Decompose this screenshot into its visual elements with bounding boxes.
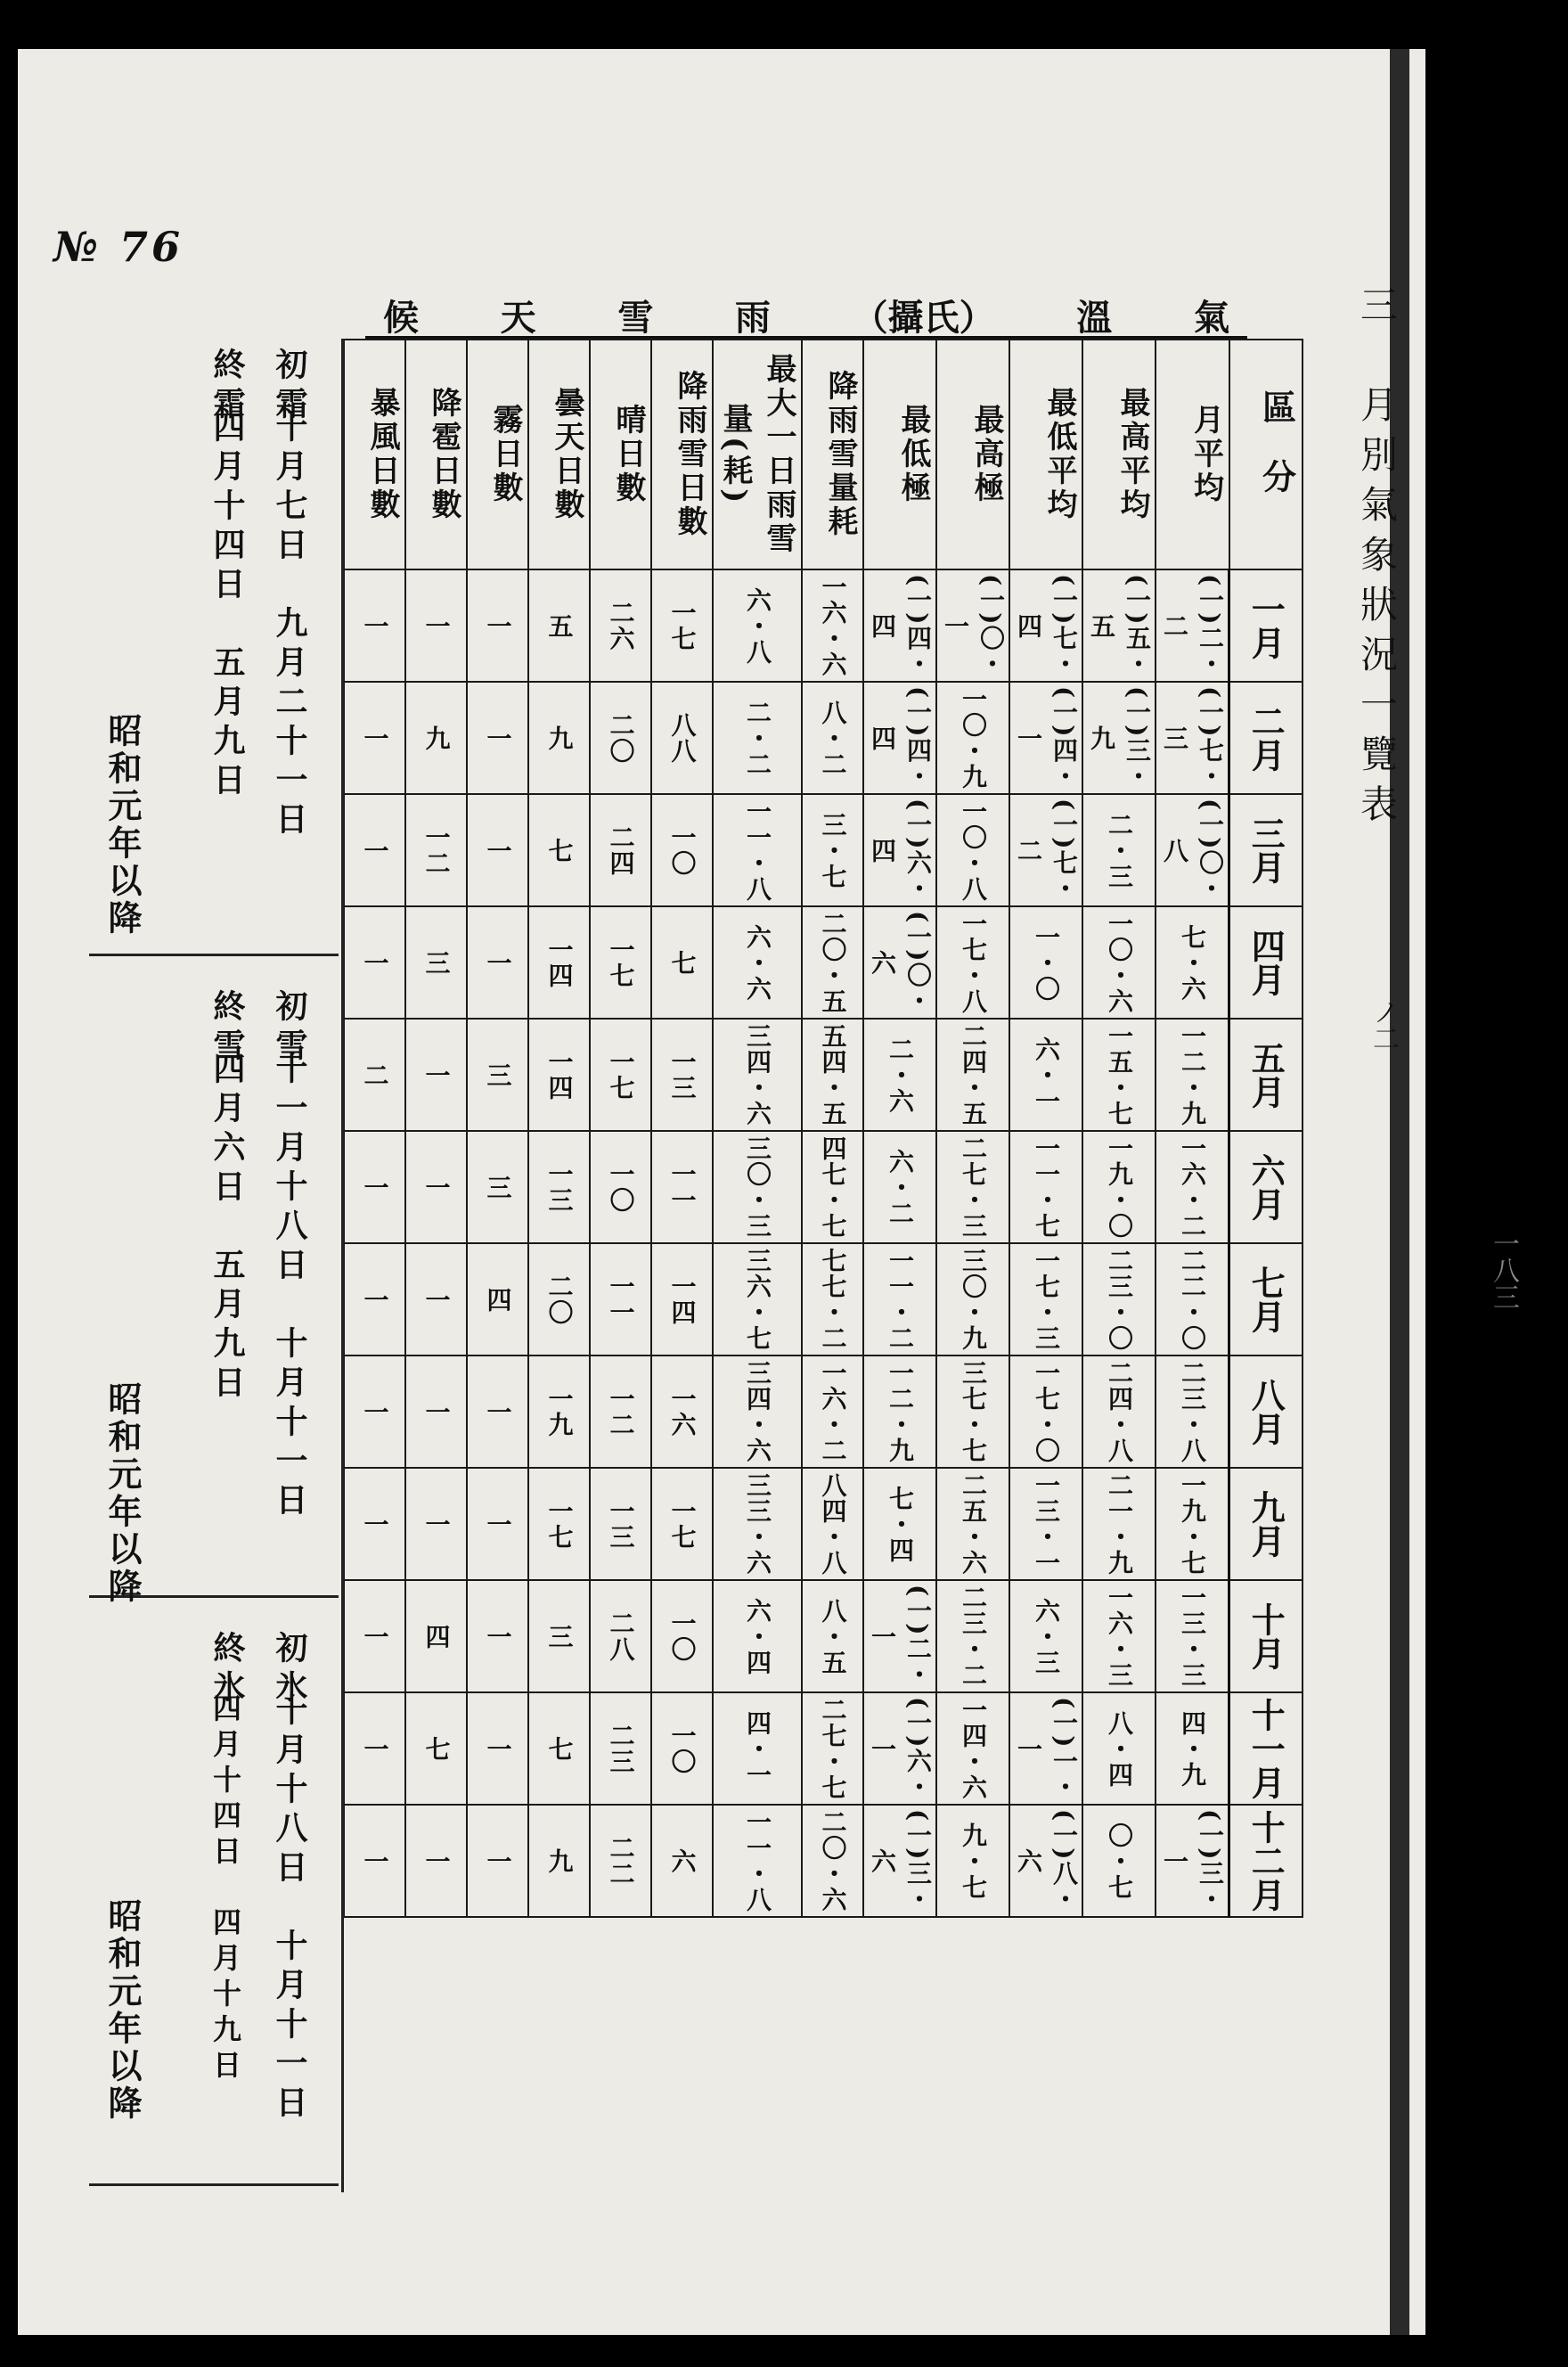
table-cell: (一)五・五 <box>1082 569 1156 682</box>
month-row <box>344 1692 1303 1805</box>
row-label: 暴風日數 <box>344 340 405 569</box>
last-value: 四月六日 五月九日 <box>208 1052 246 1405</box>
table-cell: 一 <box>405 1805 467 1917</box>
month-label: 五月 <box>1229 1019 1303 1131</box>
side-number: 一八三 <box>1488 1230 1519 1310</box>
first-value: 十月七日 九月二十一日 <box>271 410 308 841</box>
month-label: 三月 <box>1229 794 1303 906</box>
row-label: 月平均 <box>1156 340 1229 569</box>
frost-box-snow <box>89 971 339 1606</box>
table-cell: 二五・六 <box>936 1468 1009 1580</box>
table-cell: 一七 <box>590 906 651 1019</box>
row-label: 降雹日數 <box>405 340 467 569</box>
month-label: 七月 <box>1229 1243 1303 1355</box>
table-cell: (一)六・一 <box>863 1692 936 1805</box>
table-cell: 一六・二 <box>1156 1131 1229 1243</box>
table-cell: 六・二 <box>863 1131 936 1243</box>
table-cell: 一 <box>344 1243 405 1355</box>
frost-box-frost <box>89 330 339 956</box>
table-cell: (一)〇・八 <box>1156 794 1229 906</box>
table-cell: 一〇 <box>651 794 713 906</box>
table-cell: 一 <box>405 1243 467 1355</box>
table-cell: (一)二・二 <box>1156 569 1229 682</box>
first-label: 初氷 <box>271 1631 308 1709</box>
table-cell: 六・一 <box>1009 1019 1082 1131</box>
table-cell: 七・六 <box>1156 906 1229 1019</box>
table-cell: 二七・三 <box>936 1131 1009 1243</box>
row-label: 最高極 <box>936 340 1009 569</box>
table-cell: 一 <box>467 794 528 906</box>
table-cell: 八八 <box>651 682 713 794</box>
last-value: 四月十四日 五月九日 <box>208 410 246 802</box>
table-cell: 六・六 <box>713 906 802 1019</box>
table-cell: 一一 <box>590 1243 651 1355</box>
table-cell: 七七・二 <box>802 1243 863 1355</box>
table-cell: 九・七 <box>936 1805 1009 1917</box>
month-row <box>344 1019 1303 1131</box>
table-cell: (一)一・一 <box>1009 1692 1082 1805</box>
row-label: 最低平均 <box>1009 340 1082 569</box>
table-cell: 一〇・八 <box>936 794 1009 906</box>
table-cell: 一 <box>344 1580 405 1692</box>
row-label: 最低極 <box>863 340 936 569</box>
table-cell: 二一・九 <box>1082 1468 1156 1580</box>
super-header-item: 天 <box>500 297 536 339</box>
super-header-item: 雪 <box>617 297 654 339</box>
table-cell: 一 <box>467 1355 528 1468</box>
table-cell: 三四・六 <box>713 1355 802 1468</box>
month-label: 十月 <box>1229 1580 1303 1692</box>
table-cell: 二七・七 <box>802 1692 863 1805</box>
frost-section <box>89 330 339 2183</box>
super-header-item: 雨 <box>734 297 771 339</box>
table-cell: 九 <box>528 1805 590 1917</box>
table-cell: 二三・〇 <box>1082 1243 1156 1355</box>
table-cell: 一 <box>344 682 405 794</box>
table-cell: 一七 <box>528 1468 590 1580</box>
table-cell: (一)四・四 <box>863 569 936 682</box>
corner-label: 區分 <box>1229 340 1303 569</box>
table-cell: (一)七・二 <box>1009 794 1082 906</box>
table-cell: 一 <box>405 1468 467 1580</box>
table-cell: (一)〇・一 <box>936 569 1009 682</box>
table-cell: 三 <box>528 1580 590 1692</box>
first-label: 初雪 <box>271 989 308 1068</box>
table-cell: 一二・九 <box>863 1355 936 1468</box>
table-cell: 四・一 <box>713 1692 802 1805</box>
last-value: 四月十四日 四月十九日 <box>208 1693 242 2085</box>
table-cell: 一 <box>405 1131 467 1243</box>
table-cell: 一 <box>467 682 528 794</box>
table-cell: 二二 <box>590 1805 651 1917</box>
month-row <box>344 1805 1303 1917</box>
table-cell: 三〇・九 <box>936 1243 1009 1355</box>
table-cell: 一〇・九 <box>936 682 1009 794</box>
table-cell: 一三・一 <box>1009 1468 1082 1580</box>
month-label: 十二月 <box>1229 1805 1303 1917</box>
month-row <box>344 1355 1303 1468</box>
month-row <box>344 1468 1303 1580</box>
row-label: 降雨雪日數 <box>651 340 713 569</box>
row-label: 最高平均 <box>1082 340 1156 569</box>
last-label: 終雪 <box>208 989 246 1068</box>
table-cell: 三 <box>467 1131 528 1243</box>
table-cell: 一四 <box>528 1019 590 1131</box>
table-cell: 一二 <box>590 1355 651 1468</box>
table-cell: 一一・八 <box>713 1805 802 1917</box>
table-cell: 九 <box>528 682 590 794</box>
table-cell: 一三・三 <box>1156 1580 1229 1692</box>
table-cell: 一六 <box>651 1355 713 1468</box>
month-row <box>344 794 1303 906</box>
table-cell: 一 <box>344 1805 405 1917</box>
table-cell: 四七・七 <box>802 1131 863 1243</box>
table-cell: 六・八 <box>713 569 802 682</box>
row-label: 晴日數 <box>590 340 651 569</box>
month-row <box>344 682 1303 794</box>
table-cell: 四 <box>467 1243 528 1355</box>
table-cell: 二〇 <box>528 1243 590 1355</box>
table-cell: 一七・〇 <box>1009 1355 1082 1468</box>
table-super-header <box>365 294 1247 339</box>
table-cell: 三〇・三 <box>713 1131 802 1243</box>
table-cell: (一)〇・六 <box>863 906 936 1019</box>
table-cell: 〇・七 <box>1082 1805 1156 1917</box>
table-cell: 一 <box>344 1692 405 1805</box>
table-cell: 三四・六 <box>713 1019 802 1131</box>
page-number: № 76 <box>53 223 184 271</box>
table-cell: (一)七・三 <box>1156 682 1229 794</box>
table-cell: 一四・六 <box>936 1692 1009 1805</box>
table-cell: (一)八・六 <box>1009 1805 1082 1917</box>
table-cell: 三 <box>467 1019 528 1131</box>
table-cell: 一・〇 <box>1009 906 1082 1019</box>
table-cell: 六・三 <box>1009 1580 1082 1692</box>
table-cell: 三・七 <box>802 794 863 906</box>
last-label: 終霜 <box>208 348 246 426</box>
table-cell: 一三 <box>590 1468 651 1580</box>
table-cell: (一)四・一 <box>1009 682 1082 794</box>
table-cell: 一 <box>467 1580 528 1692</box>
table-cell: 二三 <box>590 1692 651 1805</box>
table-cell: 二三・八 <box>1156 1355 1229 1468</box>
table-cell: 四 <box>405 1580 467 1692</box>
table-cell: 五 <box>528 569 590 682</box>
weather-table <box>343 339 1303 1918</box>
table-cell: 一七・八 <box>936 906 1009 1019</box>
month-label: 八月 <box>1229 1355 1303 1468</box>
table-cell: 一一 <box>651 1131 713 1243</box>
month-label: 九月 <box>1229 1468 1303 1580</box>
table-cell: 一七 <box>590 1019 651 1131</box>
table-cell: 一三 <box>528 1131 590 1243</box>
table-cell: 一九 <box>528 1355 590 1468</box>
table-cell: 一六・三 <box>1082 1580 1156 1692</box>
super-header-item: （攝氏） <box>852 297 995 339</box>
table-cell: 二六 <box>590 569 651 682</box>
table-cell: 六・四 <box>713 1580 802 1692</box>
table-cell: 一 <box>344 794 405 906</box>
table-cell: 二 <box>344 1019 405 1131</box>
section-divider <box>341 339 344 2192</box>
table-cell: 一六・六 <box>802 569 863 682</box>
table-cell: 七 <box>528 794 590 906</box>
row-label: 曇天日數 <box>528 340 590 569</box>
month-label: 十一月 <box>1229 1692 1303 1805</box>
table-cell: (一)三・九 <box>1082 682 1156 794</box>
month-row <box>344 1580 1303 1692</box>
table-cell: 一二 <box>405 794 467 906</box>
table-cell: 一 <box>405 1019 467 1131</box>
table-cell: 一一・二 <box>863 1243 936 1355</box>
table-cell: 三三・六 <box>713 1468 802 1580</box>
table-cell: 一九・七 <box>1156 1468 1229 1580</box>
table-cell: 一 <box>344 906 405 1019</box>
table-cell: 一 <box>467 1692 528 1805</box>
row-label: 降雨雪量耗 <box>802 340 863 569</box>
table-cell: 一四 <box>651 1243 713 1355</box>
first-value: 十月十八日 十月十一日 <box>271 1693 308 2125</box>
month-row <box>344 906 1303 1019</box>
month-label: 六月 <box>1229 1131 1303 1243</box>
sheet-title: 三 月別氣象狀況一覽表 <box>1355 285 1399 834</box>
table-cell: 一 <box>467 1805 528 1917</box>
table-cell: 七 <box>405 1692 467 1805</box>
table-cell: 八四・八 <box>802 1468 863 1580</box>
first-label: 初霜 <box>271 348 308 426</box>
table-cell: 二二・〇 <box>1156 1243 1229 1355</box>
table-cell: 二〇 <box>590 682 651 794</box>
table-cell: 一九・〇 <box>1082 1131 1156 1243</box>
month-row <box>344 1131 1303 1243</box>
table-cell: 四・九 <box>1156 1692 1229 1805</box>
table-cell: (一)三・六 <box>863 1805 936 1917</box>
table-cell: 一五・七 <box>1082 1019 1156 1131</box>
since-note: 昭和元年以降 <box>102 1381 143 1606</box>
super-header-item: 候 <box>383 297 419 339</box>
table-cell: (一)二・一 <box>863 1580 936 1692</box>
sheet-suffix: ノ二 <box>1368 998 1399 1052</box>
table-cell: 一 <box>344 1468 405 1580</box>
table-cell: 一三 <box>651 1019 713 1131</box>
table-cell: 二四 <box>590 794 651 906</box>
table-cell: (一)六・四 <box>863 794 936 906</box>
table-cell: 二〇・六 <box>802 1805 863 1917</box>
table-cell: 二〇・五 <box>802 906 863 1019</box>
frost-box-ice <box>89 1613 339 2186</box>
table-cell: 一 <box>344 1131 405 1243</box>
table-cell: 一四 <box>528 906 590 1019</box>
table-cell: 二・六 <box>863 1019 936 1131</box>
table-cell: (一)七・四 <box>1009 569 1082 682</box>
table-cell: 二三・二 <box>936 1580 1009 1692</box>
table-cell: 八・五 <box>802 1580 863 1692</box>
table-cell: 七 <box>651 906 713 1019</box>
table-cell: 一 <box>405 569 467 682</box>
header-row <box>344 340 1303 569</box>
since-note: 昭和元年以降 <box>102 1898 143 2123</box>
table-cell: 一一・七 <box>1009 1131 1082 1243</box>
table-cell: 一二・九 <box>1156 1019 1229 1131</box>
month-label: 一月 <box>1229 569 1303 682</box>
first-value: 十一月十八日 十月十一日 <box>271 1052 308 1522</box>
table-cell: 二四・五 <box>936 1019 1009 1131</box>
table-cell: 八・二 <box>802 682 863 794</box>
table-cell: 一 <box>344 569 405 682</box>
table-cell: 一 <box>405 1355 467 1468</box>
table-cell: 一〇 <box>590 1131 651 1243</box>
table-cell: 一〇・六 <box>1082 906 1156 1019</box>
table-cell: 二八 <box>590 1580 651 1692</box>
table-cell: 一 <box>467 906 528 1019</box>
super-header-item: 溫 <box>1076 297 1113 339</box>
table-cell: 一七 <box>651 569 713 682</box>
table-cell: 六 <box>651 1805 713 1917</box>
table-cell: 二・二 <box>713 682 802 794</box>
table-cell: 九 <box>405 682 467 794</box>
month-row <box>344 569 1303 682</box>
table-cell: 三 <box>405 906 467 1019</box>
row-label: 霧日數 <box>467 340 528 569</box>
table-cell: 八・四 <box>1082 1692 1156 1805</box>
table-cell: 二・三 <box>1082 794 1156 906</box>
table-cell: 一六・二 <box>802 1355 863 1468</box>
table-cell: 一〇 <box>651 1580 713 1692</box>
table-cell: (一)四・四 <box>863 682 936 794</box>
table-cell: 一七・三 <box>1009 1243 1082 1355</box>
table-cell: 一 <box>467 1468 528 1580</box>
table-cell: 二四・八 <box>1082 1355 1156 1468</box>
month-row <box>344 1243 1303 1355</box>
table-cell: 五四・五 <box>802 1019 863 1131</box>
table-cell: 三六・七 <box>713 1243 802 1355</box>
table-cell: 一一・八 <box>713 794 802 906</box>
table-cell: 七 <box>528 1692 590 1805</box>
last-label: 終氷 <box>208 1631 246 1709</box>
table-cell: 一〇 <box>651 1692 713 1805</box>
super-header-item: 氣 <box>1193 297 1229 339</box>
table-cell: 一 <box>344 1355 405 1468</box>
table-cell: (一)三・一 <box>1156 1805 1229 1917</box>
since-note: 昭和元年以降 <box>102 713 143 938</box>
month-label: 二月 <box>1229 682 1303 794</box>
month-label: 四月 <box>1229 906 1303 1019</box>
table-cell: 一 <box>467 569 528 682</box>
table-cell: 三七・七 <box>936 1355 1009 1468</box>
table-cell: 一七 <box>651 1468 713 1580</box>
row-label: 最大一日雨雪量(耗) <box>713 340 802 569</box>
table-cell: 七・四 <box>863 1468 936 1580</box>
